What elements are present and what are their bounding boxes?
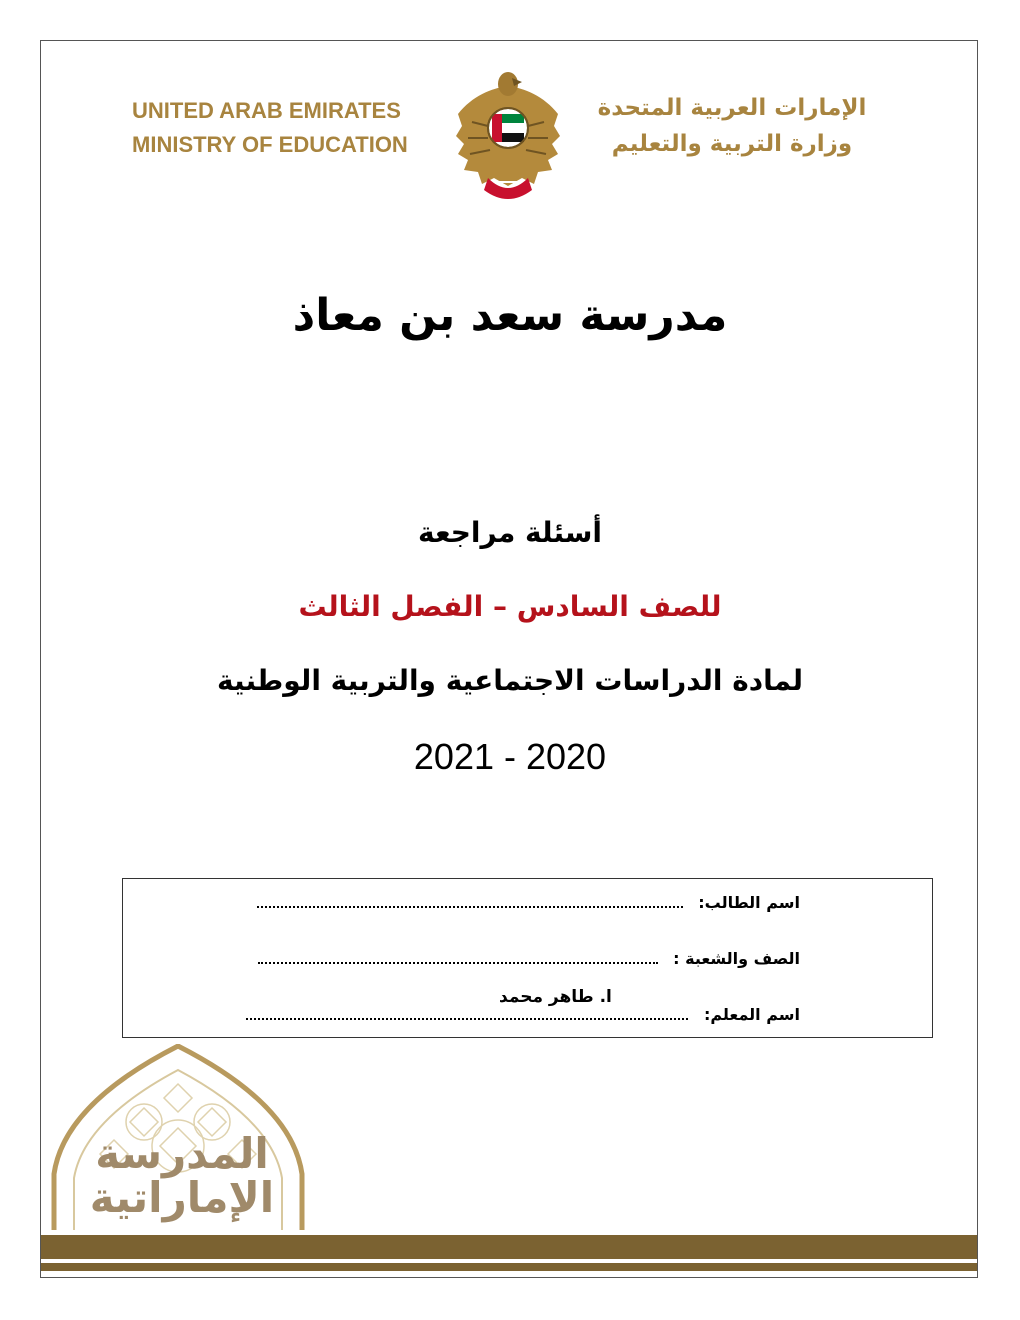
header-arabic [582, 90, 882, 162]
emirati-school-logo-icon [44, 1044, 314, 1234]
school-name: مدرسة سعد بن معاذ [292, 290, 728, 341]
uae-emblem-icon [452, 66, 564, 208]
student-name-label: اسم الطالب: [698, 893, 800, 912]
header-en-line2: MINISTRY OF EDUCATION [132, 132, 408, 157]
logo-text [72, 1129, 292, 1222]
teacher-field[interactable] [246, 1008, 688, 1020]
subject-title: لمادة الدراسات الاجتماعية والتربية الوطنية [217, 664, 803, 697]
student-info-box [122, 878, 933, 1038]
header-en-line1: UNITED ARAB EMIRATES [132, 98, 401, 123]
class-row [258, 949, 800, 968]
class-field[interactable] [258, 952, 658, 964]
footer-bar-thin [41, 1263, 977, 1271]
student-name-field[interactable] [257, 896, 683, 908]
header-ar-line1: الإمارات العربية المتحدة [597, 95, 867, 121]
academic-year: 2021 - 2020 [413, 736, 607, 777]
review-title: أسئلة مراجعة [417, 516, 603, 549]
logo-text-line2: الإماراتية [89, 1173, 275, 1222]
grade-term: للصف السادس – الفصل الثالث [298, 590, 722, 623]
teacher-label: اسم المعلم: [703, 1005, 800, 1024]
logo-text-line1: المدرسة [95, 1129, 269, 1178]
header-ar-line2: وزارة التربية والتعليم [611, 131, 853, 157]
header-english [132, 94, 432, 162]
teacher-name: ا. طاهر محمد [499, 987, 612, 1007]
class-label: الصف والشعبة : [673, 949, 800, 968]
student-name-row [257, 893, 800, 912]
teacher-row [246, 1005, 800, 1024]
footer-bar-thick [41, 1235, 977, 1259]
